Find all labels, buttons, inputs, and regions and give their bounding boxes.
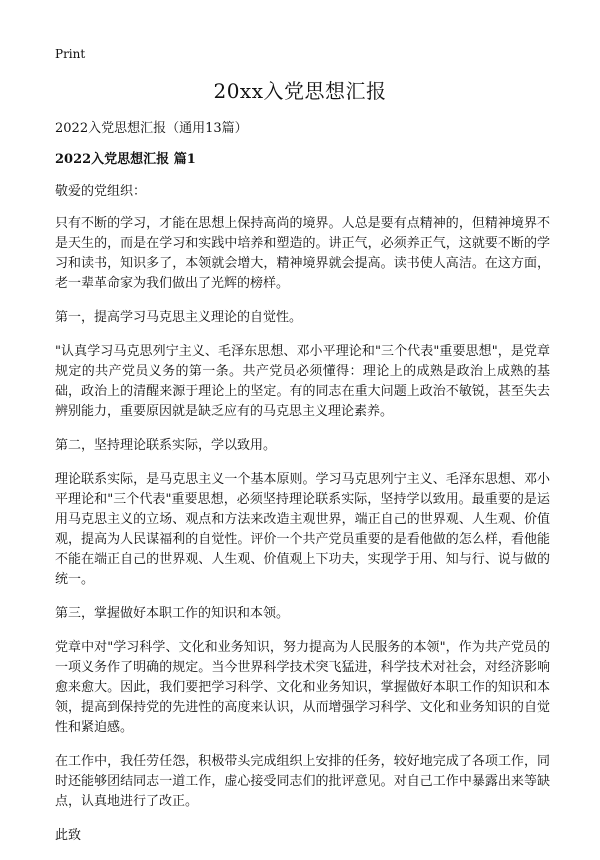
paragraph-5: 理论联系实际，是马克思主义一个基本原则。学习马克思列宁主义、毛泽东思想、邓小平理论和"三个代表"重要思想，必须坚持理论联系实际，坚持学以致用。最重要的是运用马克思主义的立场、观点和方法来改造主观世界，端正自己的世界观、人生观、价值观，提高为人民谋福利的自觉性。评价一个共产党员重要的是看他做的怎么样，看他能不能在端正自己的世界观、人生观、价值观上下功夫，实现学于用、知与行、说与做的统一。 [55, 472, 550, 587]
document-body [55, 182, 550, 860]
salutation: 敬爱的党组织： [55, 184, 147, 199]
paragraph-1: 只有不断的学习，才能在思想上保持高尚的境界。人总是要有点精神的，但精神境界不是天生的，而是在学习和实践中培养和塑造的。讲正气，必须养正气，这就要不断的学习和读书，知识多了，本领就会增大，精神境界就会提高。读书使人高洁。在这方面，老一辈革命家为我们做出了光辉的榜样。 [55, 216, 550, 291]
document-subtitle: 2022入党思想汇报（通用13篇） [55, 121, 248, 136]
paragraph-6: 第三，掌握做好本职工作的知识和本领。 [55, 606, 290, 621]
document-title: 20xx入党思想汇报 [213, 79, 387, 103]
paragraph-7: 党章中对"学习科学、文化和业务知识，努力提高为人民服务的本领"，作为共产党员的一项义务作了明确的规定。当今世界科学技术突飞猛进，科学技术对社会，对经济影响愈来愈大。因此，我们要把学习科学、文化和业务知识，掌握做好本职工作的知识和本领，提高到保持党的先进性的高度来认识，从而增强学习科学、文化和业务知识的自觉性和紧迫感。 [55, 640, 550, 735]
paragraph-3: "认真学习马克思列宁主义、毛泽东思想、邓小平理论和"三个代表"重要思想"，是党章规定的共产党员义务的第一条。共产党员必须懂得：理论上的成熟是政治上成熟的基础，政治上的清醒来源于理论上的坚定。有的同志在重大问题上政治不敏锐，甚至失去辨别能力，重要原因就是缺乏应有的马克思主义理论素养。 [55, 344, 550, 419]
print-link[interactable]: Print [55, 47, 86, 61]
paragraph-2: 第一，提高学习马克思主义理论的自觉性。 [55, 310, 303, 325]
paragraph-4: 第二，坚持理论联系实际，学以致用。 [55, 438, 277, 453]
paragraph-8: 在工作中，我任劳任怨，积极带头完成组织上安排的任务，较好地完成了各项工作，同时还能够团结同志一道工作，虚心接受同志们的批评意见。对自己工作中暴露出来等缺点，认真地进行了改正。 [55, 754, 550, 809]
section-heading: 2022入党思想汇报 篇1 [55, 152, 196, 167]
closing: 此致 [55, 828, 82, 843]
